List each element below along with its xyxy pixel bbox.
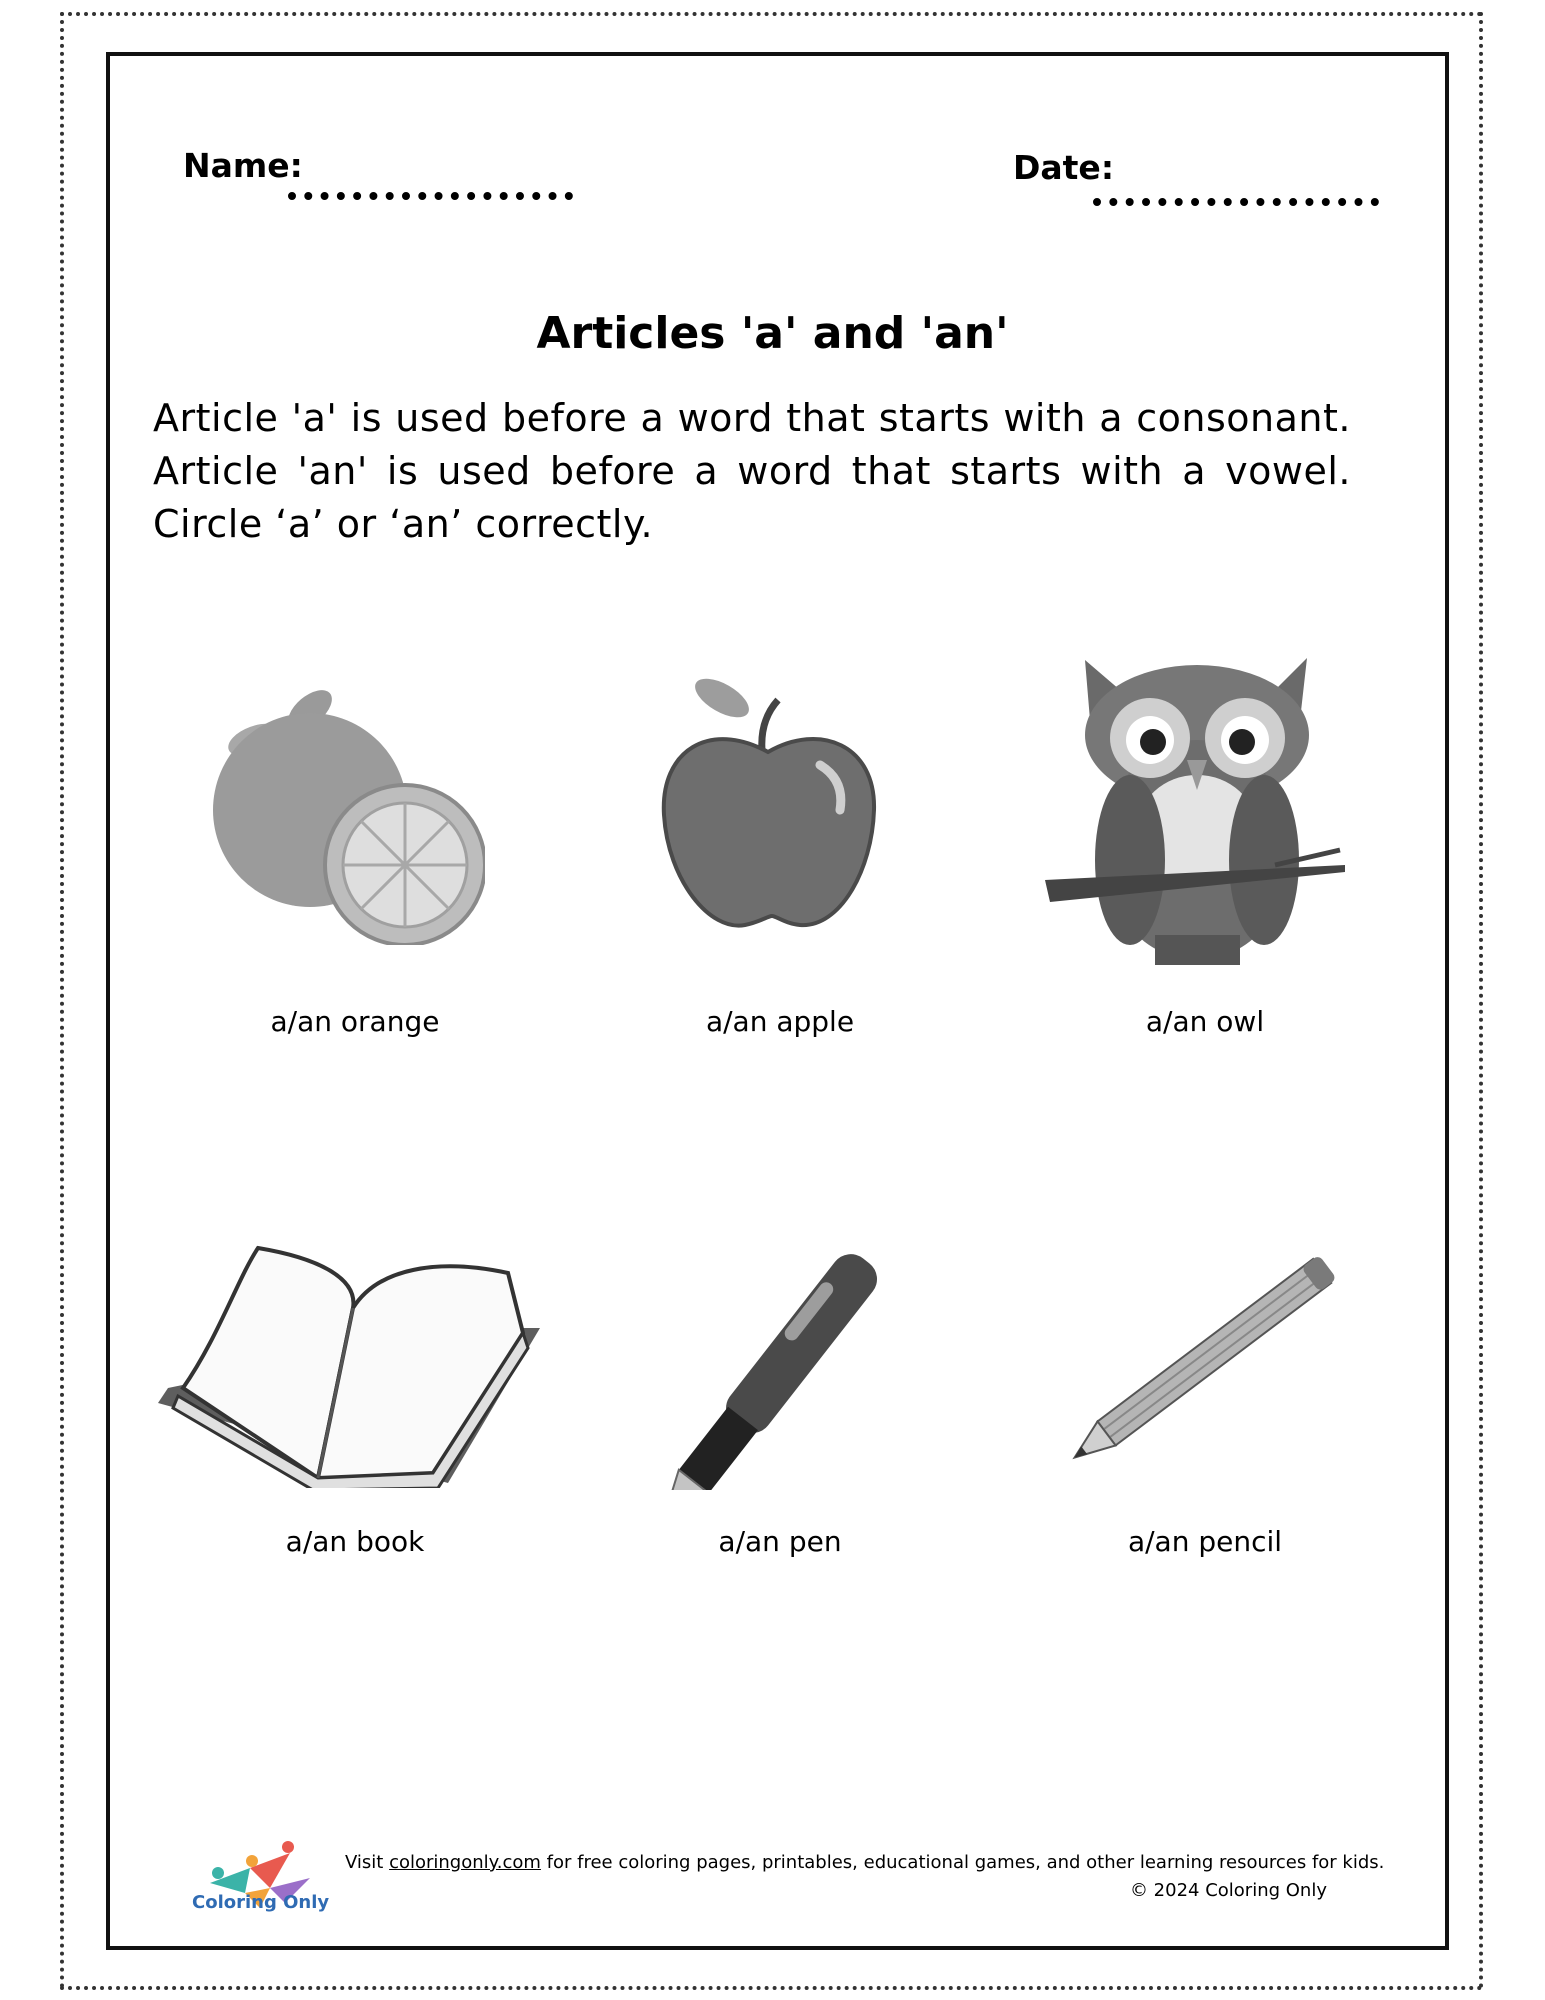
pencil-icon [1042, 1245, 1367, 1475]
instructions-text: Article 'a' is used before a word that starts with a consonant. Article 'an' is used before a word that starts with a vowel. Circle ‘a’ or ‘an’ correctly. [153, 396, 1351, 546]
logo-text: Coloring Only [192, 1892, 330, 1913]
footer-copyright: © 2024 Coloring Only [1129, 1880, 1327, 1901]
date-field[interactable] [1093, 198, 1379, 206]
caption-apple[interactable]: a/an apple [705, 1005, 855, 1038]
name-label: Name: [183, 146, 303, 185]
pen-icon [665, 1230, 915, 1490]
caption-owl[interactable]: a/an owl [1145, 1005, 1265, 1038]
coloringonly-link[interactable]: coloringonly.com [389, 1852, 541, 1873]
apple-icon [650, 670, 890, 940]
footer-visit-prefix: Visit [345, 1852, 390, 1873]
footer-visit-text [345, 1852, 1384, 1873]
date-label: Date: [1013, 148, 1115, 187]
name-field[interactable] [288, 192, 573, 200]
owl-icon [1045, 650, 1350, 970]
caption-orange[interactable]: a/an orange [270, 1005, 440, 1038]
book-icon [158, 1238, 543, 1488]
worksheet-title: Articles 'a' and 'an' [536, 308, 1009, 359]
orange-icon [195, 675, 485, 945]
caption-pen[interactable]: a/an pen [718, 1525, 842, 1558]
footer-visit-suffix: for free coloring pages, printables, educational games, and other learning resources for kids. [540, 1852, 1385, 1873]
caption-pencil[interactable]: a/an pencil [1127, 1525, 1283, 1558]
caption-book[interactable]: a/an book [285, 1525, 425, 1558]
